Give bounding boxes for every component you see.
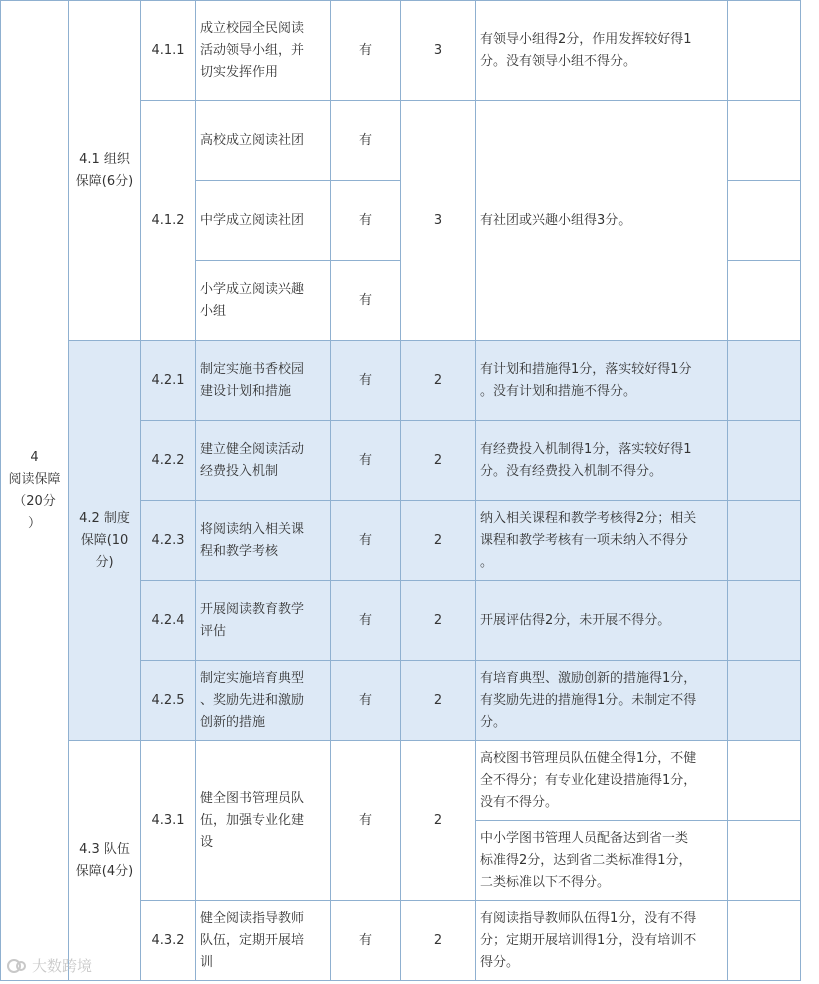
has-cell bbox=[330, 0, 401, 101]
subcategory-4-3 bbox=[68, 740, 141, 981]
code-cell-text: 4.3.1 bbox=[151, 812, 185, 828]
criteria-cell-text: 有培育典型、激励创新的措施得1分， 有奖励先进的措施得1分。未制定不得 分。 bbox=[480, 670, 697, 730]
subcategory-4-2 bbox=[68, 340, 141, 741]
code-cell bbox=[140, 580, 196, 661]
category-cell bbox=[0, 0, 69, 981]
has-cell bbox=[330, 420, 401, 501]
item-cell-text: 高校成立阅读社团 bbox=[200, 132, 305, 148]
criteria-cell-text: 有经费投入机制得1分，落实较好得1 分。没有经费投入机制不得分。 bbox=[480, 441, 692, 479]
criteria-cell-text: 开展评估得2分，未开展不得分。 bbox=[480, 612, 671, 628]
points-cell bbox=[400, 900, 476, 981]
code-cell bbox=[140, 500, 196, 581]
points-cell bbox=[400, 100, 476, 341]
criteria-cell bbox=[475, 420, 728, 501]
watermark bbox=[6, 955, 92, 976]
criteria-cell-text: 纳入相关课程和教学考核得2分；相关 课程和教学考核有一项未纳入不得分 。 bbox=[480, 510, 697, 570]
has-cell-text: 有 bbox=[358, 692, 372, 708]
points-cell bbox=[400, 0, 476, 101]
item-cell bbox=[195, 100, 331, 181]
code-cell bbox=[140, 100, 196, 341]
category-cell-text: 4 阅读保障 （20分 ） bbox=[8, 449, 61, 531]
item-cell bbox=[195, 660, 331, 741]
has-cell bbox=[330, 500, 401, 581]
item-cell bbox=[195, 740, 331, 901]
has-cell bbox=[330, 340, 401, 421]
code-cell-text: 4.3.2 bbox=[151, 932, 185, 948]
item-cell-text: 将阅读纳入相关课 程和教学考核 bbox=[200, 521, 305, 559]
criteria-cell-text: 有领导小组得2分，作用发挥较好得1 分。没有领导小组不得分。 bbox=[480, 31, 692, 69]
item-cell bbox=[195, 420, 331, 501]
blank-cell bbox=[727, 340, 801, 421]
item-cell bbox=[195, 580, 331, 661]
blank-cell bbox=[727, 820, 801, 901]
criteria-cell-text: 有阅读指导教师队伍得1分，没有不得 分；定期开展培训得1分，没有培训不 得分。 bbox=[480, 910, 697, 970]
item-cell-text: 建立健全阅读活动 经费投入机制 bbox=[200, 441, 305, 479]
criteria-cell bbox=[475, 340, 728, 421]
points-cell-text: 2 bbox=[433, 812, 443, 828]
blank-cell bbox=[727, 180, 801, 261]
criteria-cell-text: 中小学图书管理人员配备达到省一类 标准得2分，达到省二类标准得1分， 二类标准以下不得分。 bbox=[480, 830, 692, 890]
points-cell-text: 2 bbox=[433, 372, 443, 388]
subcategory-4-1-text: 4.1 组织 保障(6分) bbox=[75, 151, 134, 189]
has-cell bbox=[330, 580, 401, 661]
item-cell-text: 制定实施书香校园 建设计划和措施 bbox=[200, 361, 305, 399]
item-cell-text: 中学成立阅读社团 bbox=[200, 212, 305, 228]
blank-cell bbox=[727, 420, 801, 501]
has-cell-text: 有 bbox=[358, 612, 372, 628]
blank-cell bbox=[727, 660, 801, 741]
criteria-cell bbox=[475, 0, 728, 101]
has-cell bbox=[330, 660, 401, 741]
criteria-cell bbox=[475, 740, 728, 821]
points-cell-text: 2 bbox=[433, 692, 443, 708]
criteria-cell-text: 有社团或兴趣小组得3分。 bbox=[480, 212, 632, 228]
points-cell-text: 3 bbox=[433, 42, 443, 58]
code-cell bbox=[140, 740, 196, 901]
points-cell-text: 3 bbox=[433, 212, 443, 228]
points-cell bbox=[400, 420, 476, 501]
has-cell-text: 有 bbox=[358, 532, 372, 548]
code-cell-text: 4.2.3 bbox=[151, 532, 185, 548]
item-cell bbox=[195, 180, 331, 261]
blank-cell bbox=[727, 260, 801, 341]
item-cell-text: 成立校园全民阅读 活动领导小组，并 切实发挥作用 bbox=[200, 20, 305, 80]
item-cell bbox=[195, 500, 331, 581]
item-cell bbox=[195, 900, 331, 981]
points-cell-text: 2 bbox=[433, 532, 443, 548]
watermark-logo-icon bbox=[6, 957, 28, 975]
has-cell-text: 有 bbox=[358, 452, 372, 468]
blank-cell bbox=[727, 0, 801, 101]
code-cell bbox=[140, 660, 196, 741]
points-cell bbox=[400, 340, 476, 421]
code-cell-text: 4.2.5 bbox=[151, 692, 185, 708]
blank-cell bbox=[727, 580, 801, 661]
criteria-cell bbox=[475, 820, 728, 901]
item-cell-text: 开展阅读教育教学 评估 bbox=[200, 601, 305, 639]
has-cell-text: 有 bbox=[358, 42, 372, 58]
criteria-cell bbox=[475, 900, 728, 981]
code-cell bbox=[140, 340, 196, 421]
has-cell bbox=[330, 260, 401, 341]
code-cell-text: 4.2.1 bbox=[151, 372, 185, 388]
code-cell-text: 4.1.2 bbox=[151, 212, 185, 228]
code-cell-text: 4.2.2 bbox=[151, 452, 185, 468]
criteria-cell-text: 有计划和措施得1分，落实较好得1分 。没有计划和措施不得分。 bbox=[480, 361, 692, 399]
subcategory-4-1 bbox=[68, 0, 141, 341]
points-cell-text: 2 bbox=[433, 452, 443, 468]
code-cell bbox=[140, 0, 196, 101]
code-cell-text: 4.2.4 bbox=[151, 612, 185, 628]
subcategory-4-2-text: 4.2 制度 保障(10 分) bbox=[79, 510, 130, 570]
points-cell bbox=[400, 500, 476, 581]
subcategory-4-3-text: 4.3 队伍 保障(4分) bbox=[75, 841, 134, 879]
blank-cell bbox=[727, 740, 801, 821]
has-cell-text: 有 bbox=[358, 932, 372, 948]
code-cell bbox=[140, 900, 196, 981]
has-cell bbox=[330, 180, 401, 261]
has-cell-text: 有 bbox=[358, 132, 372, 148]
has-cell bbox=[330, 900, 401, 981]
criteria-cell bbox=[475, 660, 728, 741]
points-cell bbox=[400, 580, 476, 661]
watermark-text: 大数跨境 bbox=[32, 957, 93, 975]
item-cell-text: 制定实施培育典型 、奖励先进和激励 创新的措施 bbox=[200, 670, 305, 730]
item-cell-text: 健全阅读指导教师 队伍，定期开展培 训 bbox=[200, 910, 305, 970]
has-cell-text: 有 bbox=[358, 812, 372, 828]
has-cell bbox=[330, 100, 401, 181]
blank-cell bbox=[727, 900, 801, 981]
item-cell-text: 健全图书管理员队 伍，加强专业化建 设 bbox=[200, 790, 305, 850]
has-cell-text: 有 bbox=[358, 292, 372, 308]
item-cell bbox=[195, 260, 331, 341]
points-cell bbox=[400, 740, 476, 901]
has-cell bbox=[330, 740, 401, 901]
criteria-cell bbox=[475, 580, 728, 661]
has-cell-text: 有 bbox=[358, 372, 372, 388]
blank-cell bbox=[727, 500, 801, 581]
code-cell-text: 4.1.1 bbox=[151, 42, 185, 58]
criteria-cell bbox=[475, 500, 728, 581]
points-cell bbox=[400, 660, 476, 741]
has-cell-text: 有 bbox=[358, 212, 372, 228]
blank-cell bbox=[727, 100, 801, 181]
points-cell-text: 2 bbox=[433, 932, 443, 948]
item-cell-text: 小学成立阅读兴趣 小组 bbox=[200, 281, 305, 319]
criteria-cell-text: 高校图书管理员队伍健全得1分，不健 全不得分；有专业化建设措施得1分， 没有不得分。 bbox=[480, 750, 697, 810]
points-cell-text: 2 bbox=[433, 612, 443, 628]
item-cell bbox=[195, 0, 331, 101]
criteria-cell bbox=[475, 100, 728, 341]
item-cell bbox=[195, 340, 331, 421]
code-cell bbox=[140, 420, 196, 501]
